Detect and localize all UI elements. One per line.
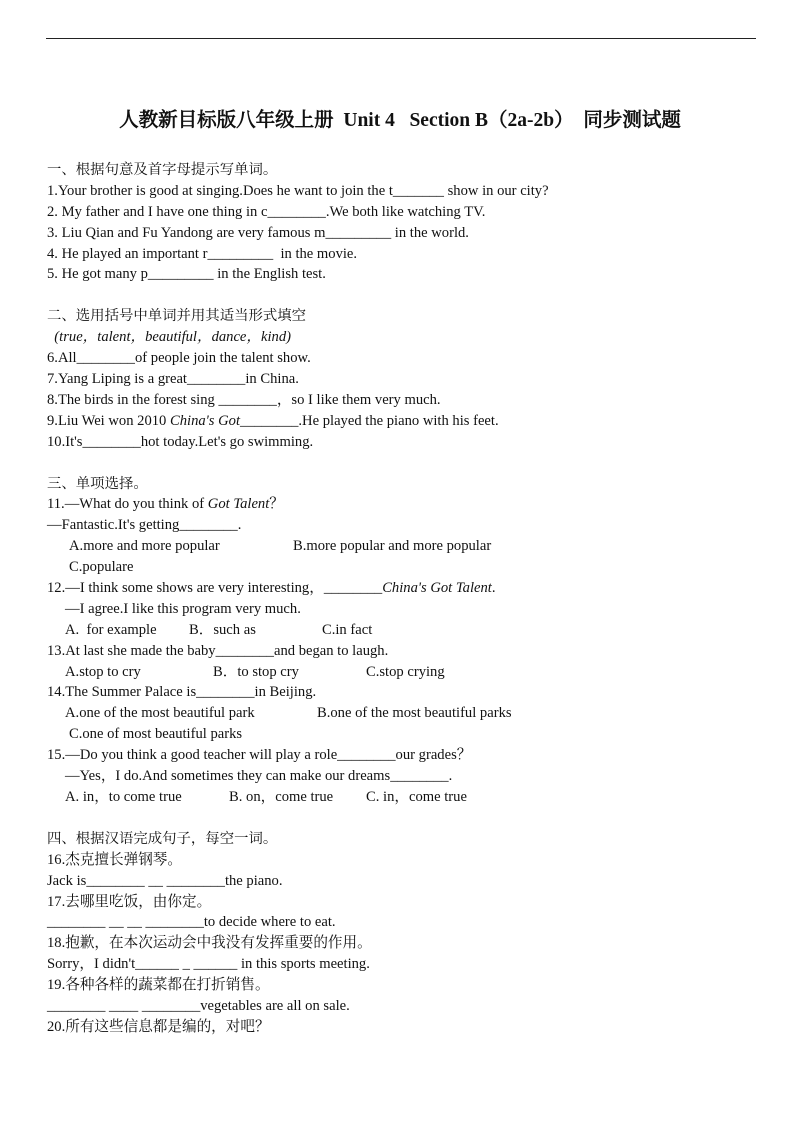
question-17-english: ________ __ __ ________to decide where to eat. [47, 914, 336, 931]
question-11-options [47, 536, 767, 557]
section-3-heading: 三、单项选择。 [47, 475, 148, 492]
question-3: 3. Liu Qian and Fu Yandong are very famous m_________ in the world. [47, 224, 469, 241]
option-a: A.one of the most beautiful park [65, 705, 255, 722]
option-b: B．to stop cry [213, 663, 299, 680]
question-10: 10.It's________hot today.Let's go swimming. [47, 433, 314, 450]
question-4: 4. He played an important r_________ in the movie. [47, 245, 358, 262]
question-12-end: . [491, 580, 496, 597]
header-rule [46, 38, 756, 39]
spacer [47, 453, 767, 474]
question-9 [47, 411, 767, 432]
question-5: 5. He got many p_________ in the English test. [47, 266, 326, 283]
question-14: 14.The Summer Palace is________in Beijing. [47, 684, 317, 701]
question-14-option-c-row [47, 724, 767, 745]
option-b: B. on，come true [229, 788, 334, 805]
question-6: 6.All________of people join the talent show. [47, 350, 311, 367]
spacer [47, 808, 767, 829]
section-4-heading: 四、根据汉语完成句子，每空一词。 [47, 830, 278, 847]
question-19-chinese: 19.各种各样的蔬菜都在打折销售。 [47, 977, 270, 994]
question-11-option-c-row [47, 557, 767, 578]
question-11-italic: Got Talent [207, 496, 270, 513]
question-11-start: 11.—What do you think of [47, 496, 208, 513]
question-9-end: ________.He played the piano with his feet. [240, 412, 499, 429]
worksheet-body [47, 160, 767, 1038]
page-title: 人教新目标版八年级上册 Unit 4 Section B（2a-2b） 同步测试题 [119, 110, 681, 131]
option-c: C. in，come true [366, 788, 467, 805]
option-b: B.one of the most beautiful parks [317, 705, 512, 722]
question-20-chinese: 20.所有这些信息都是编的，对吧？ [47, 1018, 270, 1035]
question-2: 2. My father and I have one thing in c________.We both like watching TV. [47, 203, 486, 220]
question-18-english: Sorry，I didn't______ _ ______ in this sports meeting. [47, 956, 370, 973]
word-bank-text: (true，talent，beautiful，dance，kind) [47, 329, 291, 346]
question-7: 7.Yang Liping is a great________in China. [47, 371, 299, 388]
option-c: C.stop crying [366, 663, 445, 680]
option-c: C.populare [69, 559, 134, 576]
question-13: 13.At last she made the baby________and began to laugh. [47, 642, 389, 659]
option-a: A.stop to cry [65, 663, 141, 680]
question-15: 15.—Do you think a good teacher will play a role________our grades？ [47, 747, 472, 764]
question-16-chinese: 16.杰克擅长弹钢琴。 [47, 851, 182, 868]
option-a: A.more and more popular [69, 538, 220, 555]
option-b: B.more popular and more popular [293, 538, 492, 555]
section-1-heading: 一、根据句意及首字母提示写单词。 [47, 162, 278, 178]
question-12 [47, 578, 767, 599]
question-14-options [47, 703, 767, 724]
question-1: 1.Your brother is good at singing.Does he want to join the t_______ show in our city? [47, 182, 549, 199]
question-18-chinese: 18.抱歉，在本次运动会中我没有发挥重要的作用。 [47, 935, 372, 952]
question-15-line-2: —Yes，I do.And sometimes they can make our dreams________. [65, 768, 453, 785]
question-12-italic: China's Got Talent [382, 580, 492, 597]
section-2-heading: 二、选用括号中单词并用其适当形式填空 [47, 308, 307, 325]
word-bank [47, 327, 767, 348]
option-a: A. in，to come true [65, 788, 182, 805]
spacer [47, 285, 767, 306]
question-11-end: ？ [269, 496, 284, 513]
question-12-line-2: —I agree.I like this program very much. [65, 600, 301, 617]
question-12-options [47, 620, 767, 641]
question-15-options [47, 787, 767, 808]
question-12-start: 12.—I think some shows are very interesting，________ [47, 580, 383, 597]
question-19-english: ________ ____ ________vegetables are all on sale. [47, 997, 350, 1014]
question-11-line-2: —Fantastic.It's getting________. [47, 517, 242, 534]
option-a: A. for example [65, 621, 157, 638]
question-9-start: 9.Liu Wei won 2010 [47, 412, 170, 429]
question-16-english: Jack is________ __ ________the piano. [47, 872, 283, 889]
option-c: C.one of most beautiful parks [69, 726, 243, 743]
option-b: B．such as [189, 621, 256, 638]
question-13-options [47, 662, 767, 683]
option-c: C.in fact [322, 621, 373, 638]
question-8: 8.The birds in the forest sing ________，so I like them very much. [47, 391, 441, 408]
question-9-italic: China's Got [170, 412, 241, 429]
question-17-chinese: 17.去哪里吃饭，由你定。 [47, 893, 212, 910]
question-11 [47, 494, 767, 515]
